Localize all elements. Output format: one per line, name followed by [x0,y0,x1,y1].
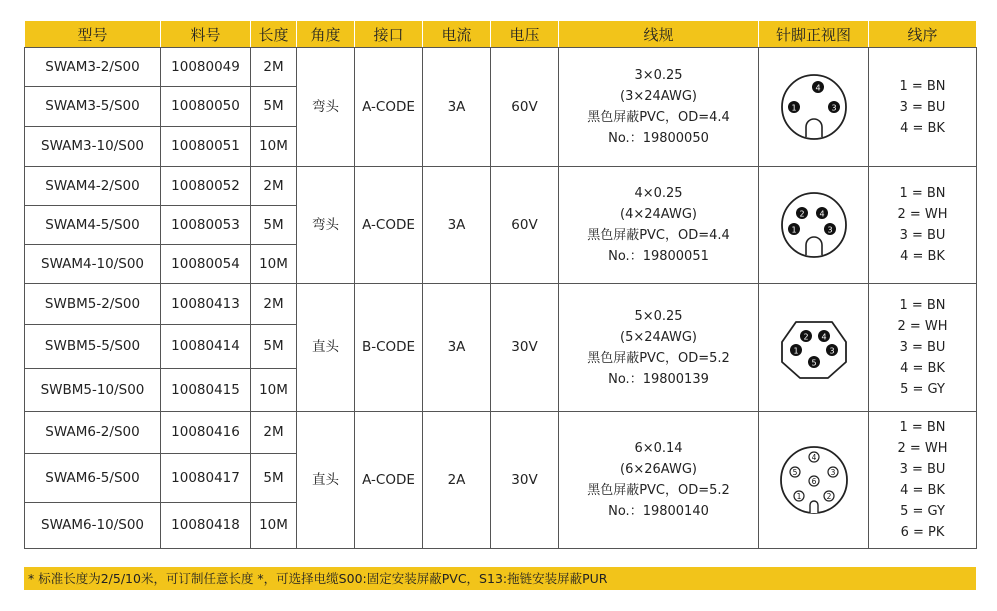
wire-order-item: 3 = BU [899,99,946,115]
wire-order-item: 3 = BU [899,340,946,355]
pin-4 [809,452,819,462]
wire-order-item: 1 = BN [899,186,946,201]
voltage-cell: 30V [491,284,559,412]
wire-order-item: 1 = BN [899,420,946,435]
wire-order-item: 4 = BK [900,361,945,376]
wire-order-item: 4 = BK [900,483,945,498]
wire-awg: (4×24AWG) [620,207,697,222]
current-cell: 3A [423,48,491,167]
svg-text:1: 1 [790,225,797,235]
pin-2 [796,207,808,219]
pin-2 [824,491,834,501]
part-cell: 10080053 [161,206,251,245]
voltage-cell: 30V [491,412,559,549]
wire-order-cell [869,284,977,412]
pin-view-cell [759,48,869,167]
part-cell: 10080052 [161,167,251,206]
pin-4 [818,330,830,342]
wire-order-item: 5 = GY [900,382,945,397]
header-current: 电流 [423,21,491,48]
length-cell: 10M [251,369,297,412]
model-cell: SWAM3-2/S00 [25,48,161,87]
wire-awg: (5×24AWG) [620,329,697,345]
length-cell: 5M [251,325,297,369]
wire-jacket: 黑色屏蔽PVC，OD=4.4 [587,228,730,243]
pin-4 [812,81,824,93]
svg-text:3: 3 [830,468,835,477]
pin-3 [828,467,838,477]
header-row [25,21,977,48]
length-cell: 10M [251,127,297,167]
voltage-cell: 60V [491,167,559,284]
wire-order-item: 2 = WH [897,319,948,334]
part-cell: 10080414 [161,325,251,369]
header-angle: 角度 [297,21,355,48]
table-row [25,284,977,325]
header-length: 长度 [251,21,297,48]
length-cell: 5M [251,454,297,503]
pin-view-cell [759,412,869,549]
wire-order-cell [869,48,977,167]
connector-3pin-diagram [778,71,850,143]
part-cell: 10080049 [161,48,251,87]
svg-text:3: 3 [830,103,837,113]
part-cell: 10080416 [161,412,251,454]
part-cell: 10080051 [161,127,251,167]
wire-order-cell [869,167,977,284]
current-cell: 3A [423,167,491,284]
interface-cell: A-CODE [355,412,423,549]
wire-order-item: 4 = BK [900,249,945,264]
length-cell: 5M [251,87,297,127]
angle-cell: 直头 [297,412,355,549]
wire-size: 4×0.25 [634,186,683,201]
pin-2 [800,330,812,342]
pin-5 [790,467,800,477]
part-cell: 10080413 [161,284,251,325]
wire-number: No.：19800050 [608,131,709,146]
pin-3 [826,344,838,356]
model-cell: SWBM5-2/S00 [25,284,161,325]
wire-order-item: 4 = BK [900,120,945,136]
model-cell: SWAM4-10/S00 [25,245,161,284]
wire-size: 3×0.25 [634,68,683,83]
interface-cell: A-CODE [355,48,423,167]
table-row [25,48,977,87]
model-cell: SWAM4-5/S00 [25,206,161,245]
svg-text:3: 3 [828,346,835,355]
header-wire-order: 线序 [869,21,977,48]
wire-number: No.：19800140 [608,504,709,519]
length-cell: 2M [251,412,297,454]
model-cell: SWAM6-2/S00 [25,412,161,454]
wire-order-item: 3 = BU [899,228,946,243]
svg-text:5: 5 [792,468,797,477]
current-cell: 2A [423,412,491,549]
wire-size: 6×0.14 [634,441,683,456]
part-cell: 10080415 [161,369,251,412]
length-cell: 2M [251,48,297,87]
angle-cell: 弯头 [297,48,355,167]
connector-5pin-b-code-diagram [776,312,852,384]
wire-order-item: 2 = WH [897,441,948,456]
table-row [25,412,977,454]
length-cell: 2M [251,284,297,325]
part-cell: 10080050 [161,87,251,127]
angle-cell: 直头 [297,284,355,412]
svg-text:4: 4 [811,453,816,462]
wire-spec-cell [559,284,759,412]
model-cell: SWBM5-10/S00 [25,369,161,412]
connector-6pin-diagram [777,443,851,517]
interface-cell: B-CODE [355,284,423,412]
svg-text:1: 1 [792,346,799,355]
svg-text:4: 4 [814,83,821,93]
wire-order-item: 1 = BN [899,298,946,313]
voltage-cell: 60V [491,48,559,167]
wire-number: No.：19800051 [608,249,709,264]
svg-text:1: 1 [796,492,801,501]
pin-1 [788,223,800,235]
wire-spec-cell [559,412,759,549]
wire-order-item: 2 = WH [897,207,948,222]
header-part-number: 料号 [161,21,251,48]
part-cell: 10080054 [161,245,251,284]
wire-order-item: 1 = BN [899,78,946,94]
pin-1 [790,344,802,356]
svg-text:2: 2 [798,209,805,219]
spec-table [24,20,977,549]
pin-3 [824,223,836,235]
wire-order-cell [869,412,977,549]
header-voltage: 电压 [491,21,559,48]
model-cell: SWAM6-5/S00 [25,454,161,503]
wire-awg: (3×24AWG) [620,89,697,104]
pin-5 [808,356,820,368]
header-model: 型号 [25,21,161,48]
wire-awg: (6×26AWG) [620,462,697,477]
wire-jacket: 黑色屏蔽PVC，OD=5.2 [587,350,730,366]
header-wire-gauge: 线规 [559,21,759,48]
wire-order-item: 3 = BU [899,462,946,477]
svg-text:4: 4 [820,332,827,341]
wire-order-item: 5 = GY [900,504,945,519]
wire-jacket: 黑色屏蔽PVC，OD=4.4 [587,110,730,125]
connector-4pin-diagram [778,189,850,261]
footnote: * 标准长度为2/5/10米，可订制任意长度 *，可选择电缆S00:固定安装屏蔽PVC，S13:拖链安装屏蔽PUR [24,567,976,590]
model-cell: SWAM3-10/S00 [25,127,161,167]
model-cell: SWAM4-2/S00 [25,167,161,206]
part-cell: 10080418 [161,503,251,549]
svg-text:4: 4 [818,209,825,219]
pin-4 [816,207,828,219]
pin-view-cell [759,167,869,284]
svg-text:1: 1 [790,103,797,113]
table-row [25,167,977,206]
length-cell: 10M [251,245,297,284]
svg-text:5: 5 [810,358,817,367]
length-cell: 10M [251,503,297,549]
length-cell: 5M [251,206,297,245]
pin-1 [794,491,804,501]
wire-order-item: 6 = PK [900,525,945,540]
pin-3 [828,101,840,113]
pin-6 [809,476,819,486]
wire-size: 5×0.25 [634,308,683,324]
interface-cell: A-CODE [355,167,423,284]
pin-1 [788,101,800,113]
svg-text:2: 2 [802,332,809,341]
wire-spec-cell [559,48,759,167]
model-cell: SWBM5-5/S00 [25,325,161,369]
current-cell: 3A [423,284,491,412]
wire-number: No.：19800139 [608,371,709,387]
svg-text:2: 2 [826,492,831,501]
header-pin-view: 针脚正视图 [759,21,869,48]
angle-cell: 弯头 [297,167,355,284]
pin-view-cell [759,284,869,412]
wire-spec-cell [559,167,759,284]
svg-text:3: 3 [826,225,833,235]
svg-text:6: 6 [811,477,816,486]
model-cell: SWAM6-10/S00 [25,503,161,549]
model-cell: SWAM3-5/S00 [25,87,161,127]
length-cell: 2M [251,167,297,206]
wire-jacket: 黑色屏蔽PVC，OD=5.2 [587,483,730,498]
part-cell: 10080417 [161,454,251,503]
header-interface: 接口 [355,21,423,48]
